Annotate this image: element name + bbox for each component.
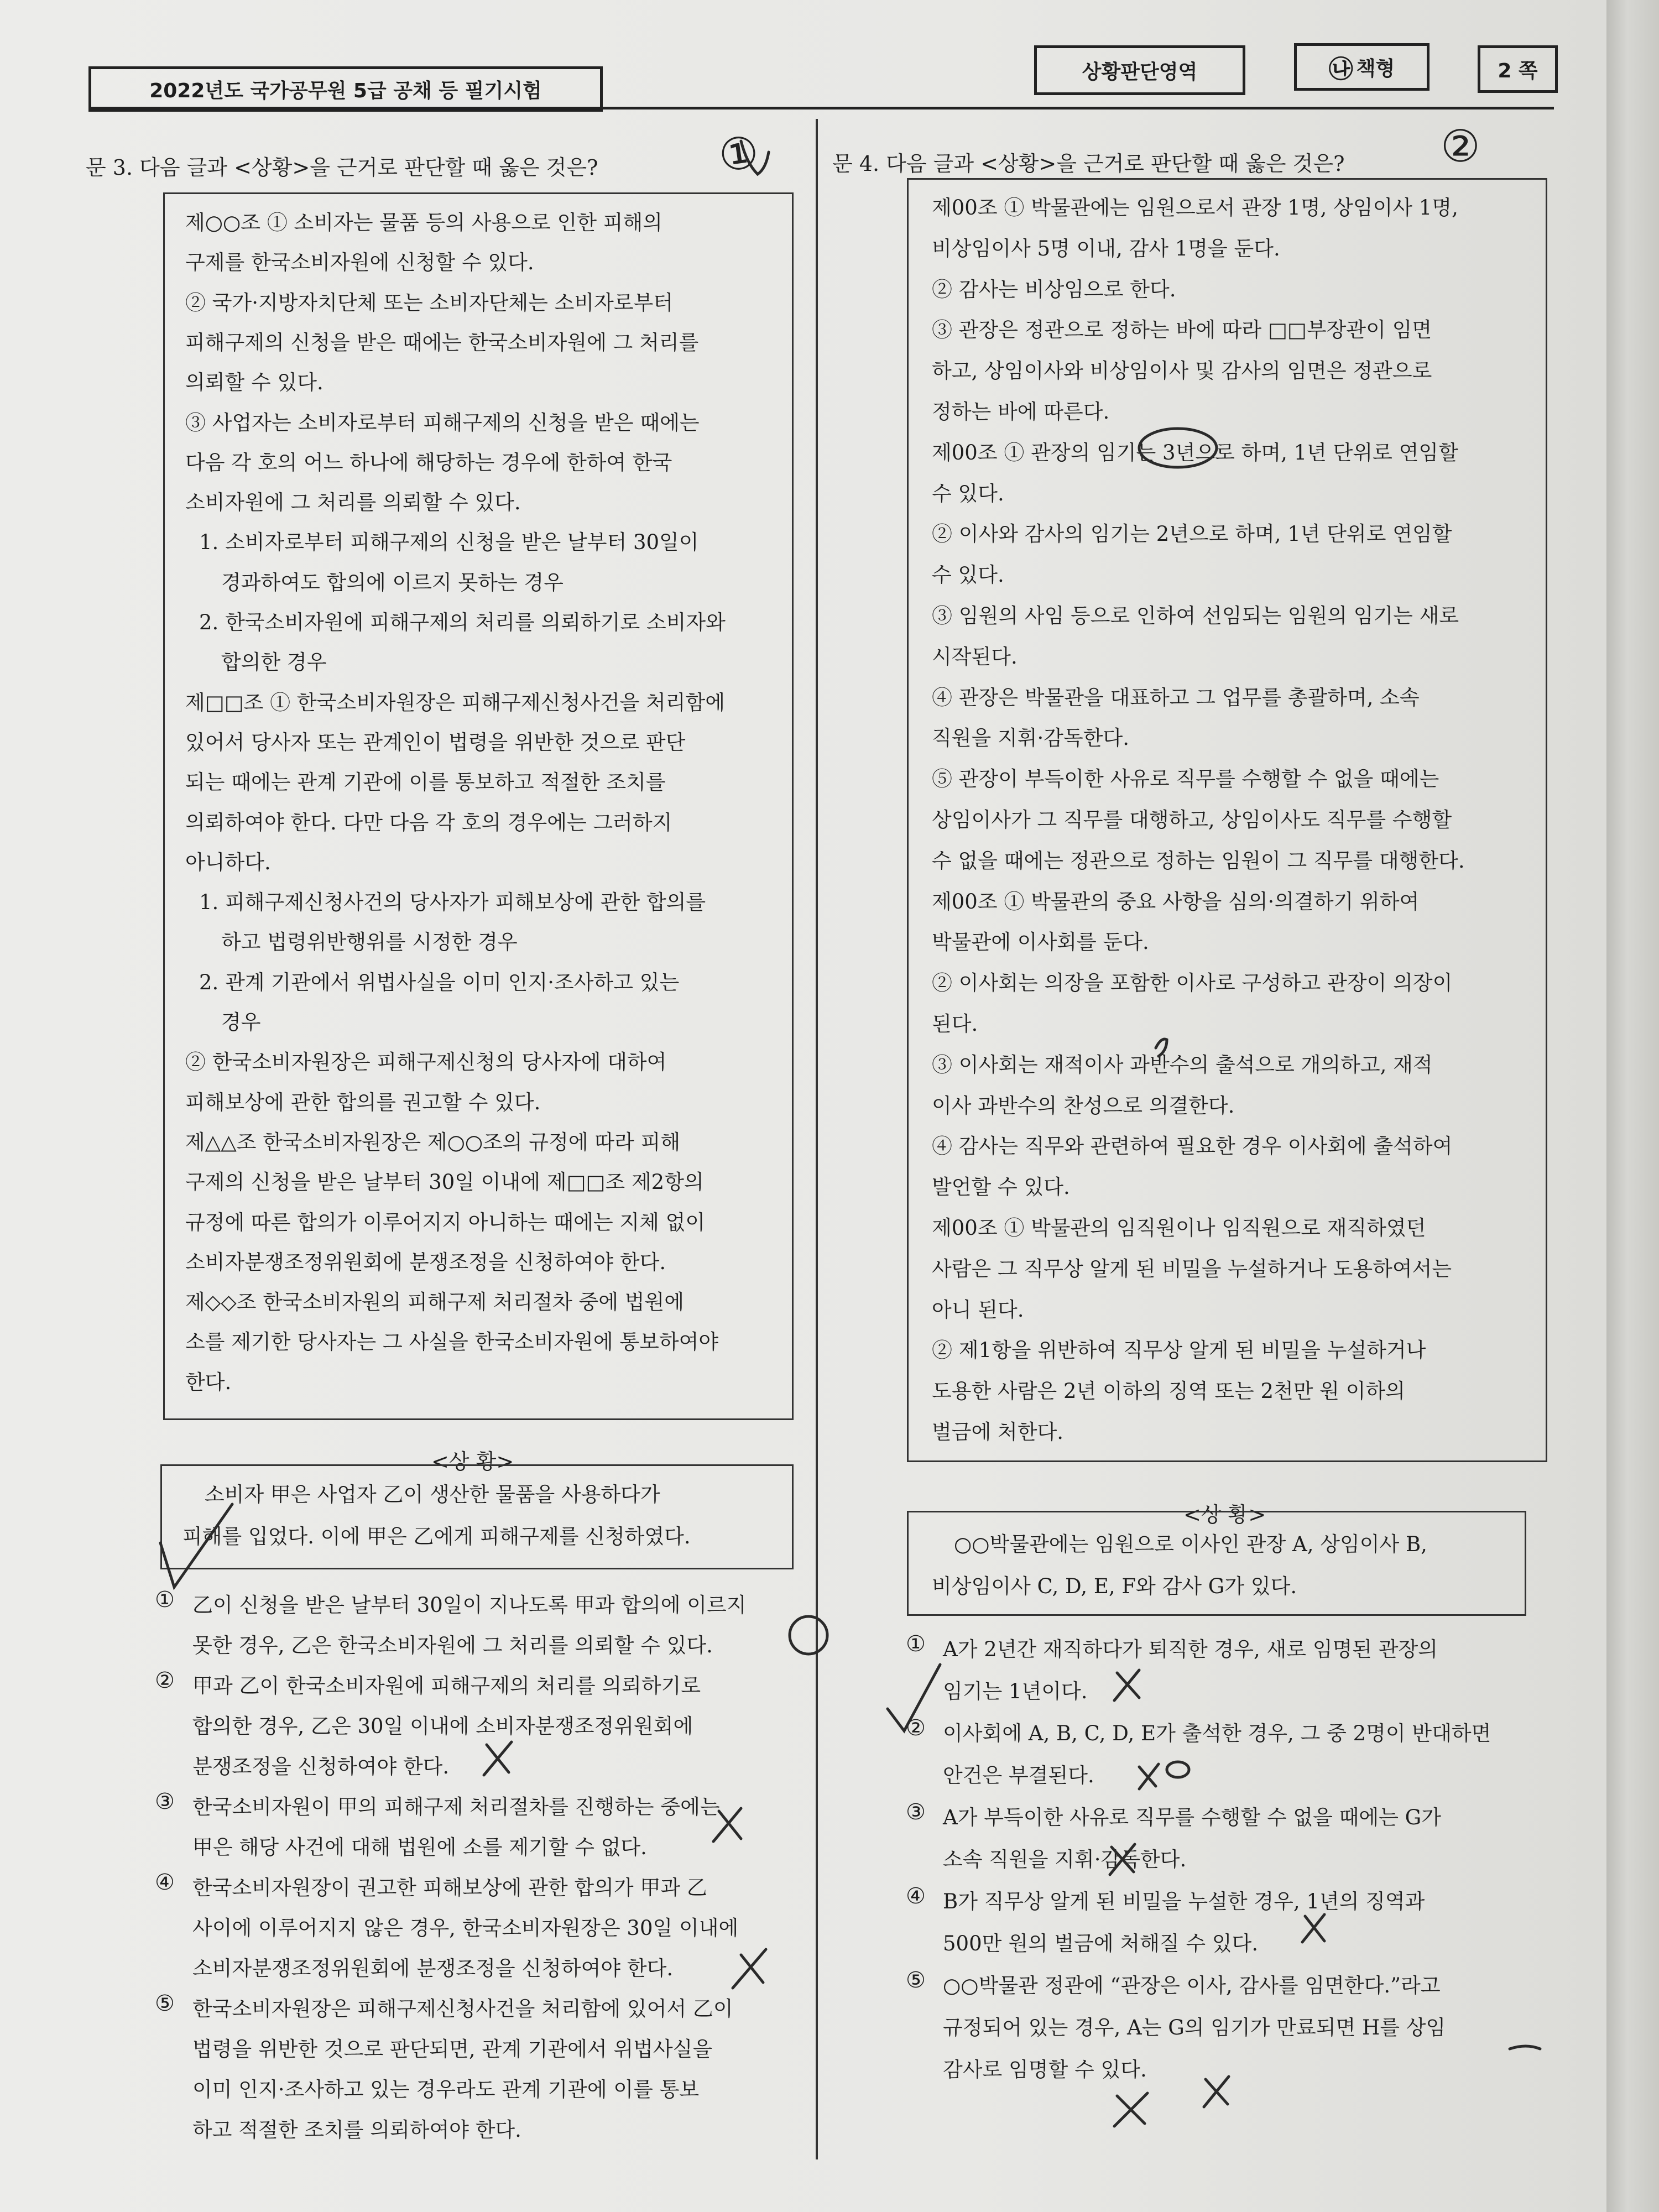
q4-law-line: 제00조 ① 박물관에는 임원으로서 관장 1명, 상임이사 1명, [932,196,1458,220]
q3-law-line: ② 국가·지방자치단체 또는 소비자단체는 소비자로부터 [185,290,674,315]
q4-law-line: 된다. [932,1012,978,1036]
q3-law-line: 경우 [221,1010,261,1034]
q4-law-line: 정하는 바에 따른다. [932,400,1110,424]
page-number: 2 쪽 [1498,59,1538,82]
q4-option-number[interactable]: ⑤ [906,1968,926,1993]
q4-law-line: 제00조 ① 박물관의 임직원이나 임직원으로 재직하였던 [932,1216,1426,1240]
page-number-box [1478,45,1558,93]
q3-title: 문 3. 다음 글과 <상황>을 근거로 판단할 때 옳은 것은? [86,155,598,180]
q3-law-line: 피해보상에 관한 합의를 권고할 수 있다. [185,1090,541,1114]
q3-option-text[interactable]: 이미 인지·조사하고 있는 경우라도 관계 기관에 이를 통보 [192,2078,700,2101]
q4-law-line: 아니 된다. [932,1297,1024,1322]
q3-law-line: 경과하여도 합의에 이르지 못하는 경우 [221,570,564,594]
q4-answer-note: ② [1441,121,1480,172]
q3-option-text[interactable]: 甲은 해당 사건에 대해 법원에 소를 제기할 수 없다. [192,1835,647,1859]
q3-law-line: ③ 사업자는 소비자로부터 피해구제의 신청을 받은 때에는 [185,410,700,435]
q4-law-line: 상임이사가 그 직무를 대행하고, 상임이사도 직무를 수행할 [932,808,1452,832]
q3-law-line: 소를 제기한 당사자는 그 사실을 한국소비자원에 통보하여야 [185,1330,719,1354]
q4-option-text[interactable]: 감사로 임명할 수 있다. [943,2058,1147,2081]
q4-option-number[interactable]: ② [906,1715,926,1741]
q4-situation-line: 비상임이사 C, D, E, F와 감사 G가 있다. [932,1574,1297,1598]
q4-law-line: ⑤ 관장이 부득이한 사유로 직무를 수행할 수 없을 때에는 [932,767,1439,791]
q4-law-line: 도용한 사람은 2년 이하의 징역 또는 2천만 원 이하의 [932,1379,1406,1404]
q4-law-line: ④ 관장은 박물관을 대표하고 그 업무를 총괄하며, 소속 [932,685,1420,709]
q3-option-number[interactable]: ③ [155,1789,175,1814]
q4-option-text[interactable]: 규정되어 있는 경우, A는 G의 임기가 만료되면 H를 상임 [943,2016,1446,2039]
q3-law-line: 1. 피해구제신청사건의 당사자가 피해보상에 관한 합의를 [199,890,706,915]
q3-law-line: 피해구제의 신청을 받은 때에는 한국소비자원에 그 처리를 [185,330,699,354]
q3-option-text[interactable]: 법령을 위반한 것으로 판단되면, 관계 기관에서 위법사실을 [192,2037,713,2061]
q4-law-line: ② 이사회는 의장을 포함한 이사로 구성하고 관장이 의장이 [932,971,1453,995]
q3-law-line: 합의한 경우 [221,650,327,675]
q3-option-text[interactable]: 합의한 경우, 乙은 30일 이내에 소비자분쟁조정위원회에 [192,1714,693,1738]
q4-option-text[interactable]: 이사회에 A, B, C, D, E가 출석한 경우, 그 중 2명이 반대하면 [943,1721,1491,1745]
q4-law-line: ③ 임원의 사임 등으로 인하여 선임되는 임원의 임기는 새로 [932,604,1459,628]
q4-option-number[interactable]: ① [906,1631,926,1657]
section-name: 상황판단영역 [1082,60,1198,84]
q4-law-line: 사람은 그 직무상 알게 된 비밀을 누설하거나 도용하여서는 [932,1256,1452,1281]
q3-option-text[interactable]: 분쟁조정을 신청하여야 한다. [192,1755,450,1778]
q4-law-line: ③ 이사회는 재적이사 과반수의 출석으로 개의하고, 재적 [932,1052,1433,1077]
q4-situation-label: <상 황> [1183,1503,1266,1527]
q4-option-number[interactable]: ③ [906,1799,926,1825]
q4-law-line: 수 없을 때에는 정관으로 정하는 임원이 그 직무를 대행한다. [932,848,1465,873]
q4-law-line: 비상임이사 5명 이내, 감사 1명을 둔다. [932,236,1280,260]
q4-option-text[interactable]: 소속 직원을 지휘·감독한다. [943,1848,1187,1871]
q3-option-text[interactable]: 한국소비자원장은 피해구제신청사건을 처리함에 있어서 乙이 [192,1997,733,2021]
q3-law-line: 소비자분쟁조정위원회에 분쟁조정을 신청하여야 한다. [185,1250,666,1274]
booklet-label: 책형 [1356,57,1395,80]
q4-law-line: 발언할 수 있다. [932,1175,1070,1199]
q3-law-line: 제◇◇조 한국소비자원의 피해구제 처리절차 중에 법원에 [185,1290,685,1314]
q3-option-number[interactable]: ② [155,1668,175,1693]
q4-law-line: 하고, 상임이사와 비상임이사 및 감사의 임면은 정관으로 [932,359,1432,383]
q3-option-text[interactable]: 乙이 신청을 받은 날부터 30일이 지나도록 甲과 합의에 이르지 [192,1593,747,1617]
q3-option-text[interactable]: 사이에 이루어지지 않은 경우, 한국소비자원장은 30일 이내에 [192,1916,739,1940]
q4-law-line: 제00조 ① 관장의 임기는 3년으로 하며, 1년 단위로 연임할 [932,440,1458,465]
q4-law-line: 수 있다. [932,481,1004,505]
booklet-mark: ㉯ [1328,55,1353,84]
q3-law-line: 규정에 따른 합의가 이루어지지 아니하는 때에는 지체 없이 [185,1210,706,1234]
q4-option-text[interactable]: 안건은 부결된다. [943,1764,1094,1787]
q4-title: 문 4. 다음 글과 <상황>을 근거로 판단할 때 옳은 것은? [832,152,1345,176]
q4-option-text[interactable]: 500만 원의 벌금에 처해질 수 있다. [943,1932,1259,1955]
q3-law-line: 아니하다. [185,850,271,874]
q4-option-text[interactable]: 임기는 1년이다. [943,1679,1088,1703]
q3-law-line: 하고 법령위반행위를 시정한 경우 [221,930,518,954]
q4-situation-box [907,1511,1526,1616]
q4-option-number[interactable]: ④ [906,1884,926,1909]
q3-law-line: 2. 관계 기관에서 위법사실을 이미 인지·조사하고 있는 [199,970,680,994]
q4-law-line: ② 이사와 감사의 임기는 2년으로 하며, 1년 단위로 연임할 [932,522,1452,546]
q3-law-line: 있어서 당사자 또는 관계인이 법령을 위반한 것으로 판단 [185,730,686,754]
q4-law-line: 직원을 지휘·감독한다. [932,726,1129,750]
q4-law-line: 수 있다. [932,563,1004,587]
booklet-box [1294,43,1430,91]
q4-option-text[interactable]: ○○박물관 정관에 “관장은 이사, 감사를 임면한다.”라고 [943,1974,1441,1997]
q3-law-line: 소비자원에 그 처리를 의뢰할 수 있다. [185,491,521,515]
q4-law-line: 시작된다. [932,644,1018,669]
exam-title-box [88,66,603,112]
q3-law-line: 1. 소비자로부터 피해구제의 신청을 받은 날부터 30일이 [199,530,699,555]
q3-option-text[interactable]: 한국소비자원이 甲의 피해구제 처리절차를 진행하는 중에는 [192,1795,720,1819]
q4-option-text[interactable]: B가 직무상 알게 된 비밀을 누설한 경우, 1년의 징역과 [943,1890,1425,1913]
page-edge [1606,0,1659,2212]
q3-option-number[interactable]: ⑤ [155,1991,175,2016]
q3-option-number[interactable]: ① [155,1587,175,1613]
q3-option-text[interactable]: 한국소비자원장이 권고한 피해보상에 관한 합의가 甲과 乙 [192,1876,707,1900]
header-rule [88,107,1554,109]
q4-law-line: ② 감사는 비상임으로 한다. [932,277,1176,301]
q3-law-line: 되는 때에는 관계 기관에 이를 통보하고 적절한 조치를 [185,770,666,795]
q3-law-line: 2. 한국소비자원에 피해구제의 처리를 의뢰하기로 소비자와 [199,611,726,634]
q4-option-text[interactable]: A가 부득이한 사유로 직무를 수행할 수 없을 때에는 G가 [943,1806,1441,1829]
q4-law-line: 이사 과반수의 찬성으로 의결한다. [932,1093,1235,1118]
q4-situation-line: ○○박물관에는 임원으로 이사인 관장 A, 상임이사 B, [954,1532,1427,1556]
q3-law-line: 구제를 한국소비자원에 신청할 수 있다. [185,251,534,275]
q3-law-line: 구제의 신청을 받은 날부터 30일 이내에 제□□조 제2항의 [185,1170,704,1194]
q3-law-line: 한다. [185,1370,232,1394]
q3-law-line: 제□□조 ① 한국소비자원장은 피해구제신청사건을 처리함에 [185,690,726,714]
q4-law-line: 박물관에 이사회를 둔다. [932,930,1149,954]
column-divider [816,119,818,2159]
q3-option-number[interactable]: ④ [155,1870,175,1895]
section-box [1034,45,1245,95]
q3-option-text[interactable]: 소비자분쟁조정위원회에 분쟁조정을 신청하여야 한다. [192,1957,674,1980]
q4-law-line: 제00조 ① 박물관의 중요 사항을 심의·의결하기 위하여 [932,889,1420,914]
q4-law-line: 벌금에 처한다. [932,1420,1063,1444]
q4-law-line: ④ 감사는 직무와 관련하여 필요한 경우 이사회에 출석하여 [932,1134,1453,1159]
q4-law-line: ② 제1항을 위반하여 직무상 알게 된 비밀을 누설하거나 [932,1338,1426,1363]
q3-situation-line: 피해를 입었다. 이에 甲은 乙에게 피해구제를 신청하였다. [182,1525,691,1548]
exam-title: 2022년도 국가공무원 5급 공채 등 필기시험 [149,79,542,102]
q3-option-text[interactable]: 甲과 乙이 한국소비자원에 피해구제의 처리를 의뢰하기로 [192,1674,701,1698]
q3-law-line: 다음 각 호의 어느 하나에 해당하는 경우에 한하여 한국 [185,450,672,474]
q3-answer-note: ① [715,126,762,182]
q3-law-line: 제○○조 ① 소비자는 물품 등의 사용으로 인한 피해의 [185,211,662,234]
q3-situation-line: 소비자 甲은 사업자 乙이 생산한 물품을 사용하다가 [205,1483,660,1506]
q4-law-line: ③ 관장은 정관으로 정하는 바에 따라 □□부장관이 임면 [932,318,1432,342]
q3-situation-label: <상 황> [431,1449,514,1474]
q3-law-line: 제△△조 한국소비자원장은 제○○조의 규정에 따라 피해 [185,1130,681,1154]
q3-option-text[interactable]: 못한 경우, 乙은 한국소비자원에 그 처리를 의뢰할 수 있다. [192,1634,713,1657]
q3-law-line: 의뢰하여야 한다. 다만 다음 각 호의 경우에는 그러하지 [185,810,672,834]
q3-law-line: ② 한국소비자원장은 피해구제신청의 당사자에 대하여 [185,1050,667,1074]
q3-law-line: 의뢰할 수 있다. [185,371,324,395]
q3-option-text[interactable]: 하고 적절한 조치를 의뢰하여야 한다. [192,2118,521,2142]
q4-option-text[interactable]: A가 2년간 재직하다가 퇴직한 경우, 새로 임명된 관장의 [943,1637,1438,1661]
